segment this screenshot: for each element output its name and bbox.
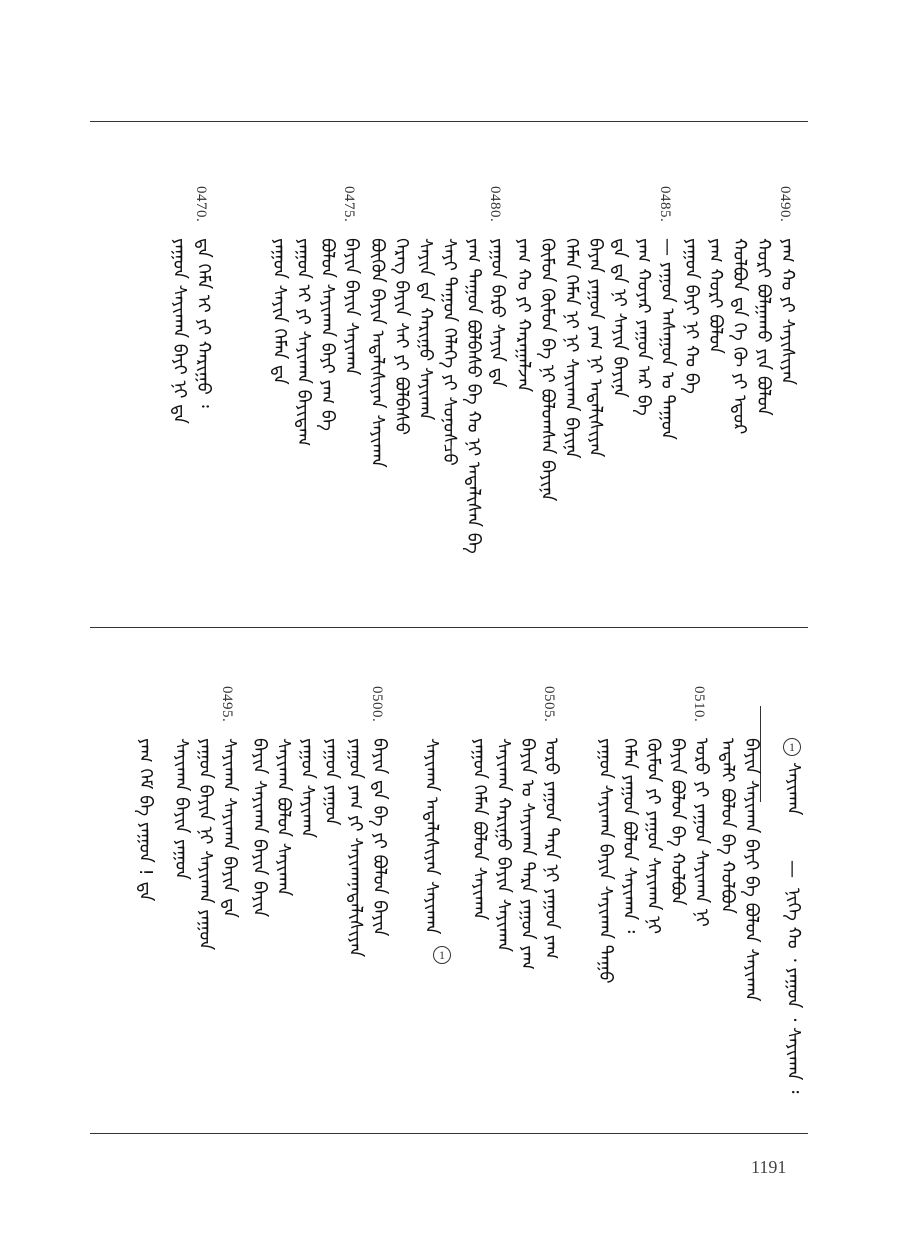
mongolian-text-line: ᠶᠠᠭᠤᠨ ᠪᠠᠶᠢᠨ ᠨᠢ ᠰᠠᠶᠢᠬᠠᠨ ᠶᠠᠭᠤᠨ [195,738,216,951]
line-number: 0495. [219,686,235,723]
mongolian-text-line: ᠶᠠᠭᠤᠨ ᠢ ᠶᠢ ᠰᠠᠶᠢᠬᠠᠨ ᠪᠠᠶᠢᠳᠠᠭ [293,238,314,447]
mongolian-text-line: ᠣᠷᠣ ᠶᠠᠭᠤᠨ ᠳᠡᠷᠡ ᠨᠢ ᠶᠠᠭᠤᠨ ᠶᠠᠭ [541,738,562,960]
mongolian-text-line: ᠶᠠᠭ ᠬᠤ ᠶᠢ ᠰᠠᠶᠢᠰᠢᠶᠠᠨ [777,238,798,386]
mongolian-text-line: ᠬᠣᠯᠪᠣᠨ ᠳᠡ ᠬᠡ ᠬᠦ ᠶᠢ ᠡᠳᠦᠷ [729,238,750,435]
mongolian-text-line: ᠶᠠᠭ ᠬᠣᠶᠠᠷ ᠶᠠᠭᠤᠨ ᠠᠷ ᠪᠠ [633,238,654,416]
mongolian-text-line: ᠶᠠᠭᠤᠨ ᠶᠠᠭᠤᠨ [321,738,342,826]
line-number: 0480. [487,186,503,223]
line-number: 0470. [193,186,209,223]
mongolian-text-line: ᠰᠠᠶᠢᠬᠠᠨ ᠪᠠᠶᠢᠨ ᠶᠠᠭᠤᠨ [171,738,192,880]
footnote-text: ᠨᠢᠭᠡ ᠬᠣ ᠂ ᠶᠠᠭᠤᠨ ᠂ ᠰᠠᠶᠢᠬᠠᠨ ᠄ [783,888,804,1094]
footnote-dash: — [782,860,803,879]
mongolian-text-line: ᠶᠠᠭᠤᠨ ᠪᠡᠷᠦ ᠰᠠᠶᠢᠨ ᠳᠠ [487,238,508,388]
mongolian-text-line: ᠶᠠᠭᠤᠨ ᠰᠠᠶᠢᠬᠠᠨ ᠪᠠᠶᠢᠨ ᠰᠠᠶᠢᠬᠠᠨ ᠳᠠᠭᠤ [595,738,616,984]
line-number: 0500. [369,686,385,723]
mongolian-text-line: ᠶᠠᠭ ᠲᠠᠭᠤᠨ ᠪᠣᠯᠪᠠᠰᠤ ᠪᠠ ᠬᠤ ᠨᠢ ᠠᠳᠠᠯᠢᠰᠠᠨ ᠪᠠ [463,238,484,554]
mongolian-text-line: ᠶᠠᠭᠤᠨ ᠰᠠᠶᠢᠨ ᠬᠡᠮᠡᠨ ᠳᠠ [269,238,290,385]
mongolian-text-line: ᠪᠠᠶᠢᠨ ᠪᠣᠯᠤᠨ ᠪᠠ ᠬᠣᠯᠪᠣᠨ [667,738,688,906]
line-number: 0475. [341,186,357,223]
line-number: 0510. [691,686,707,723]
mongolian-text-line: ᠰᠠᠶᠢᠬᠠᠨ ᠪᠣᠯᠤᠨ ᠰᠠᠶᠢᠬᠠᠨ [273,738,294,897]
mongolian-text-line: ᠳᠡ ᠬᠡᠮᠡ ᠢ ᠶᠢ ᠬᠠᠷᠢᠭᠤ ᠄ [193,238,214,408]
footnote-marker: 1 [783,738,801,756]
mongolian-text-line: ᠬᠡᠮᠡᠨ ᠶᠠᠭᠤᠨ ᠪᠣᠯᠤᠨ ᠰᠠᠶᠢᠬᠠᠨ ᠄ [619,738,640,934]
page-number: 1191 [751,1157,787,1177]
mongolian-text-line: ᠶᠠᠭ ᠬᠤ ᠶᠢ ᠬᠠᠷᠠᠭᠠᠯᠵᠠᠨ [513,238,534,393]
mongolian-text-line: ᠶᠠᠭᠤᠨ ᠰᠠᠶᠢᠬᠠᠨ [297,738,318,839]
mongolian-text-line: ᠪᠠᠶᠢᠨ ᠰᠠᠶᠢᠬᠠᠨ ᠪᠠᠶᠢ ᠪᠠ ᠪᠣᠯᠤᠨ ᠰᠠᠶᠢᠬᠠᠨ [741,738,762,1002]
mongolian-text-line: ᠬᠦᠮᠦᠨ ᠬᠦᠮᠦᠨ ᠪᠠ ᠨᠢ ᠪᠣᠯᠤᠭᠰᠠᠨ ᠪᠠᠶᠢᠨᠠ [537,238,558,502]
middle-rule [90,627,808,628]
footnote-term: ᠰᠠᠶᠢᠬᠠᠨ [783,762,804,816]
mongolian-text-line: ᠠᠳᠠᠯᠢ ᠪᠣᠯᠤᠨ ᠪᠠ ᠬᠣᠯᠪᠣᠨ [717,738,738,914]
mongolian-text-line: ᠪᠠᠶᠢᠨ ᠳᠠ ᠪᠠ ᠶᠢ ᠪᠣᠯᠤᠨ ᠪᠠᠶᠢᠨ [369,738,390,937]
mongolian-text-line: ᠶᠠᠭ ᠬᠣᠷᠢ ᠪᠤᠯᠤᠨ [705,238,726,354]
mongolian-text-line: ᠰᠠᠶᠢᠬᠠᠨ ᠬᠠᠷᠢᠭᠤ ᠪᠠᠶᠢᠨ ᠰᠠᠶᠢᠬᠠᠨ [493,738,514,953]
mongolian-text-line: ᠣᠷᠣ ᠶᠢ ᠶᠠᠭᠤᠨ ᠰᠠᠶᠢᠬᠠᠨ ᠨᠢ [691,738,712,927]
mongolian-text-line: ᠳᠡ ᠳᠡ ᠨᠢ ᠰᠠᠶᠢᠨ ᠪᠠᠶᠢᠨᠠ [609,238,630,398]
mongolian-text-line: ᠬᠦᠮᠦᠨ ᠶᠢ ᠶᠠᠭᠤᠨ ᠰᠠᠶᠢᠬᠠᠨ ᠨᠢ [643,738,664,935]
mongolian-text-line: ᠰᠠᠶᠢᠨ ᠳᠡ ᠬᠠᠷᠢᠭᠤ ᠰᠠᠶᠢᠬᠠᠨ [415,238,436,421]
top-rule [90,121,808,122]
mongolian-text-line: ᠬᠡᠷᠡᠭ ᠪᠠᠶᠢᠨ ᠰᠠᠶ ᠶᠢ ᠪᠣᠯᠪᠠᠰᠤ [391,238,412,436]
mongolian-text-line: ᠰᠠᠶᠢ ᠳᠠᠭᠤᠨ ᠬᠡᠯᠡᠭᠡ ᠶᠢ ᠰᠣᠨᠣᠰᠴᠤ [439,238,460,466]
line-number: 0485. [657,186,673,223]
mongolian-text-line: ᠰᠠᠶᠢᠬᠠᠨ ᠠᠳᠠᠯᠢᠰᠢᠶᠠᠨ ᠰᠠᠶᠢᠬᠠᠨ [421,738,442,935]
mongolian-text-line: ᠪᠠᠶᠠᠨ ᠶᠠᠭᠤᠨ ᠶᠠᠭ ᠨᠢ ᠠᠳᠠᠯᠢᠰᠢᠶᠠᠨ [585,238,606,458]
mongolian-text-line: ᠶᠠᠭᠤᠨ ᠬᠡᠮᠡᠨ ᠪᠣᠯᠤᠨ ᠰᠠᠶᠢᠬᠠᠨ [469,738,490,921]
line-number: 0490. [777,186,793,223]
mongolian-text-line: ᠪᠠᠶᠢᠨ ᠤ ᠰᠠᠶᠢᠬᠠᠨ ᠳᠡᠷᠡ ᠶᠠᠭᠤᠨ ᠶᠠᠭ [517,738,538,970]
footnote-marker: 1 [433,946,451,964]
mongolian-text-line: ᠪᠦᠬᠦᠨ ᠪᠠᠶᠢᠨ ᠠᠳᠠᠯᠢᠰᠢᠶᠠᠨ ᠰᠠᠶᠢᠬᠠᠨ [367,238,388,468]
mongolian-text-line: — ᠶᠠᠭᠤᠨ ᠠᠰᠠᠭᠤᠨ ᠤ ᠳᠠᠭᠤᠨ [657,238,678,440]
mongolian-text-line: ᠶᠠᠭ ᠬᠡᠮ ᠪᠠ ᠶᠠᠭᠤᠨ ! ᠳᠠ [135,738,156,902]
mongolian-text-line: ᠶᠠᠭᠤᠨ ᠪᠠᠶᠢ ᠨᠢ ᠬᠤ ᠪᠠ [681,238,702,394]
mongolian-text-line: ᠪᠣᠯᠤᠨ ᠰᠠᠶᠢᠬᠠᠨ ᠪᠠᠶᠢ ᠶᠠᠭ ᠪᠠ [317,238,338,431]
mongolian-text-line: ᠶᠠᠭᠤᠨ ᠰᠠᠶᠢᠬᠠᠨ ᠪᠠᠶᠢ ᠨᠢ ᠳᠠ [169,238,190,424]
mongolian-text-line: ᠶᠠᠭᠤᠨ ᠶᠠᠭ ᠶᠢ ᠰᠠᠶᠢᠬᠠᠨᠠᠳᠠᠯᠢᠰᠢᠶᠠᠨ [345,738,366,958]
mongolian-text-line: ᠬᠡᠮᠡᠨ ᠬᠡᠮᠡᠨ ᠨᠢ ᠨᠢ ᠰᠠᠶᠢᠬᠠᠨ ᠪᠠᠶᠢᠨᠠ [561,238,582,459]
mongolian-text-line: ᠰᠠᠶᠢᠬᠠᠨ ᠰᠠᠶᠢᠬᠠᠨ ᠪᠠᠶᠢᠨ ᠳᠠ [219,738,240,918]
mongolian-text-line: ᠬᠤᠷᠢ ᠪᠣᠯᠭᠠᠬᠤ ᠶᠢᠨ ᠪᠤᠯᠤᠨ [753,238,774,416]
mongolian-text-line: ᠪᠠᠶᠢᠨ ᠰᠠᠶᠢᠬᠠᠨ ᠪᠠᠶᠢᠨ ᠪᠠᠶᠢᠨ [249,738,270,918]
mongolian-text-line: ᠪᠠᠶᠢᠨ ᠪᠠᠶᠢᠨ ᠰᠠᠶᠢᠬᠠᠨ [341,238,362,376]
line-number: 0505. [541,686,557,723]
bottom-rule [90,1133,808,1134]
